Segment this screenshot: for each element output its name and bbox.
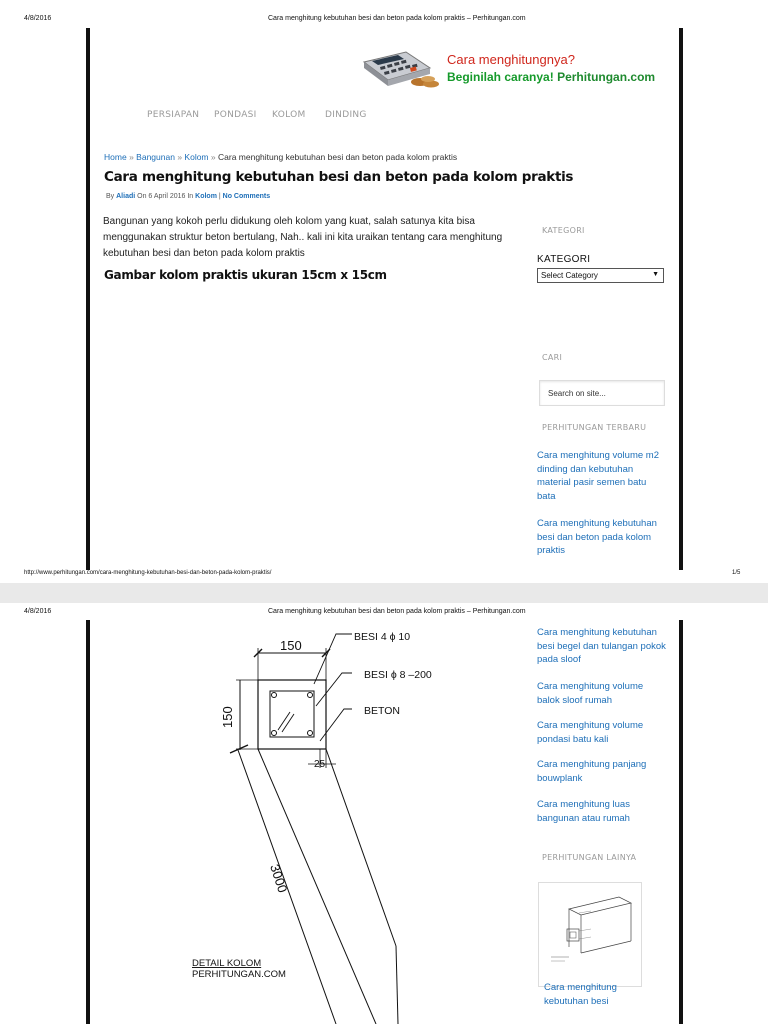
- logo-tagline: Cara menghitungnya?: [447, 52, 575, 67]
- print-url: http://www.perhitungan.com/cara-menghitung-kebutuhan-besi-dan-beton-pada-kolom-praktis/: [24, 570, 272, 576]
- drawing-caption-site: PERHITUNGAN.COM: [192, 969, 286, 980]
- breadcrumb-bangunan[interactable]: Bangunan: [136, 152, 175, 162]
- page-border-left: [86, 28, 90, 570]
- logo-site-name: Perhitungan.com: [557, 70, 656, 84]
- related-link[interactable]: Cara menghitung kebutuhan besi: [544, 982, 617, 1007]
- author-link[interactable]: Aliadi: [116, 193, 136, 200]
- breadcrumb: [104, 152, 457, 162]
- sidebar-heading-kategori: KATEGORI: [542, 226, 585, 235]
- column-detail-drawing: [186, 620, 446, 1024]
- article-title: Cara menghitung kebutuhan besi dan beton pada kolom praktis: [104, 169, 574, 185]
- breadcrumb-separator: »: [129, 152, 134, 162]
- print-date: 4/8/2016: [24, 608, 52, 615]
- search-input[interactable]: Search on site...: [539, 380, 665, 406]
- recent-link-2[interactable]: Cara menghitung kebutuhan besi dan beton pada kolom praktis: [537, 518, 657, 556]
- recent-link-7[interactable]: Cara menghitung luas bangunan atau rumah: [537, 799, 630, 824]
- dim-cover: 25: [314, 759, 326, 770]
- dim-height: 150: [220, 706, 235, 728]
- breadcrumb-current: Cara menghitung kebutuhan besi dan beton pada kolom praktis: [218, 152, 458, 162]
- recent-link-6[interactable]: Cara menghitung panjang bouwplank: [537, 759, 647, 784]
- print-date: 4/8/2016: [24, 15, 52, 22]
- nav-dinding[interactable]: DINDING: [325, 110, 367, 120]
- print-title: Cara menghitung kebutuhan besi dan beton pada kolom praktis – Perhitungan.com: [268, 15, 526, 22]
- article-meta: [106, 193, 270, 200]
- category-select-value: Select Category: [541, 271, 598, 280]
- article-intro: Bangunan yang kokoh perlu didukung oleh kolom yang kuat, salah satunya kita bisa menggunakan struktur beton bertulang, Nah.. kali ini kita uraikan tentang cara menghitung kebutuhan besi dan beton pada kolom praktis: [103, 216, 503, 259]
- logo-subtagline: Beginilah caranya!: [447, 70, 554, 84]
- meta-separator: |: [218, 193, 221, 200]
- sidebar-heading-cari: CARI: [542, 353, 563, 362]
- sidebar-heading-lainya: PERHITUNGAN LAINYA: [542, 853, 637, 862]
- drawing-caption-title: DETAIL KOLOM: [192, 958, 262, 969]
- comments-link[interactable]: No Comments: [222, 193, 271, 200]
- nav-kolom[interactable]: KOLOM: [272, 110, 306, 120]
- nav-persiapan[interactable]: PERSIAPAN: [147, 110, 200, 120]
- page-border-right: [679, 620, 683, 1024]
- print-title: Cara menghitung kebutuhan besi dan beton pada kolom praktis – Perhitungan.com: [268, 608, 526, 615]
- print-page-number: 1/5: [732, 570, 741, 576]
- recent-link-4[interactable]: Cara menghitung volume balok sloof rumah: [537, 681, 644, 706]
- dim-length: 3000: [267, 862, 291, 895]
- breadcrumb-separator: »: [210, 152, 216, 162]
- page-border-left: [86, 620, 90, 1024]
- breadcrumb-home[interactable]: Home: [104, 152, 127, 162]
- label-beton: BETON: [364, 705, 400, 717]
- kategori-label: KATEGORI: [537, 254, 591, 265]
- nav-pondasi[interactable]: PONDASI: [214, 110, 257, 120]
- thumbnail-drawing: [539, 883, 641, 986]
- recent-link-1[interactable]: Cara menghitung volume m2 dinding dan kebutuhan material pasir semen batu bata: [537, 450, 659, 502]
- page-gap: [0, 583, 768, 603]
- dim-width: 150: [280, 638, 302, 653]
- related-thumbnail[interactable]: [538, 882, 642, 987]
- print-page-2: [0, 603, 768, 1024]
- category-link[interactable]: Kolom: [195, 193, 217, 200]
- meta-by: By: [106, 193, 115, 200]
- recent-link-5[interactable]: Cara menghitung volume pondasi batu kali: [537, 720, 644, 745]
- chevron-down-icon: ▼: [652, 271, 659, 278]
- breadcrumb-separator: »: [177, 152, 183, 162]
- article-subheading: Gambar kolom praktis ukuran 15cm x 15cm: [104, 268, 387, 282]
- calculator-icon[interactable]: [358, 46, 446, 94]
- label-besi-begel: BESI ϕ 8 –200: [364, 669, 432, 681]
- sidebar-heading-terbaru: PERHITUNGAN TERBARU: [542, 423, 647, 432]
- meta-date: On 6 April 2016 In: [137, 193, 194, 200]
- recent-link-3[interactable]: Cara menghitung kebutuhan besi begel dan tulangan pokok pada sloof: [537, 627, 666, 665]
- category-select[interactable]: [537, 268, 664, 283]
- page-border-right: [679, 28, 683, 570]
- logo-brand[interactable]: [447, 70, 655, 84]
- label-besi-pokok: BESI 4 ϕ 10: [354, 631, 411, 643]
- breadcrumb-kolom[interactable]: Kolom: [184, 152, 209, 162]
